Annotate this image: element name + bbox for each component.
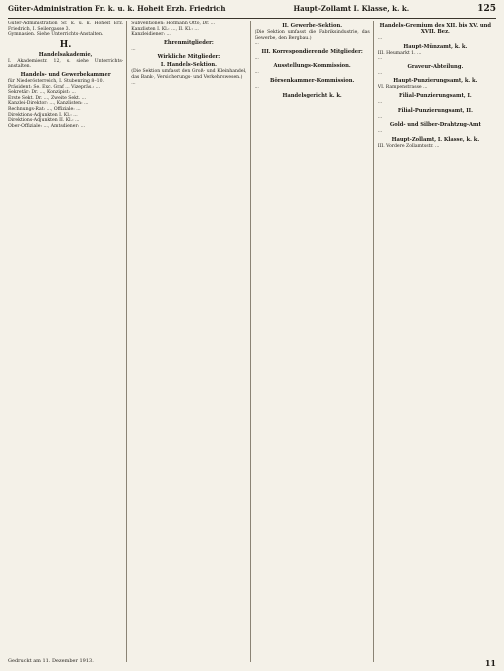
column-4 bbox=[378, 21, 496, 662]
letter-heading: H. bbox=[59, 39, 72, 50]
section-heading: III. Korrespondierende Mitglieder: bbox=[261, 48, 363, 55]
directory-entry: Direktions-Adjunkten II. Kl.: ... bbox=[8, 118, 80, 124]
directory-entry: Gymnasien. Siehe Unterrichts-Anstalten. bbox=[8, 32, 104, 38]
section-heading: Gold- und Silber-Drahtzug-Amt bbox=[389, 122, 481, 129]
directory-entry: Sekretär: Dr. ..., Konzipist: ... bbox=[8, 90, 76, 96]
directory-entry: I. Akademiestr. 12, s. siehe Unterrichts-anstalten. bbox=[8, 58, 124, 70]
column-2 bbox=[131, 21, 250, 662]
directory-entry: ... bbox=[377, 129, 383, 135]
print-note: Gedruckt am 11. Dezember 1913. bbox=[8, 658, 94, 664]
directory-entry: Kanzleidiener: ... bbox=[131, 32, 171, 38]
page-footer bbox=[8, 658, 496, 668]
directory-entry: ... bbox=[377, 36, 383, 41]
directory-entry: Güter-Administration Sr. k. u. k. Hoheit Erz. Friedrich, I. Seilergasse 3. bbox=[8, 21, 124, 32]
section-heading: Filial-Punzierungsamt, I. bbox=[399, 92, 472, 99]
directory-entry: Kanzlisten I. Kl.: ..., II. Kl.: ... bbox=[131, 26, 199, 32]
header-mid: Haupt-Zollamt I. Klasse, k. k. bbox=[293, 4, 410, 13]
section-heading: Haupt-Zollamt, I. Klasse, k. k. bbox=[391, 136, 480, 143]
directory-entry: ... bbox=[254, 84, 259, 90]
directory-entry: III. Vordere Zollamtsstr. ... bbox=[377, 143, 440, 149]
directory-entry: ... bbox=[254, 55, 259, 61]
section-heading: Handelsgericht k. k. bbox=[282, 92, 342, 99]
text-columns bbox=[8, 19, 496, 662]
directory-entry: Kanzlei-Direktor: ..., Kanzlisten: ... bbox=[8, 101, 89, 107]
section-heading: Ehrenmitglieder: bbox=[163, 39, 214, 46]
directory-entry: ... bbox=[254, 70, 259, 76]
directory-entry: ... bbox=[131, 46, 136, 52]
section-heading: Ausstellungs-Kommission. bbox=[273, 63, 351, 70]
column-1 bbox=[8, 21, 127, 662]
section-heading: Graveur-Abteilung. bbox=[407, 63, 464, 70]
directory-entry: Direktions-Adjunkten I. Kl.: ... bbox=[8, 112, 78, 118]
section-heading: Handels-Gremium des XII. bis XV. und XVII. Bez. bbox=[379, 23, 492, 35]
directory-entry: (Die Sektion umfasst den Groß- und Kleinhandel, das Bank-, Versicherungs- und Verkehrswesen.) bbox=[131, 69, 247, 80]
page-number: 125 bbox=[477, 4, 496, 14]
directory-entry: Erste Sekt. Dr. ..., Zweite Sekt. ... bbox=[8, 95, 87, 101]
directory-entry: ... bbox=[131, 80, 136, 86]
section-heading: I. Handels-Sektion. bbox=[160, 62, 217, 69]
sheet-number: 11 bbox=[484, 658, 496, 668]
directory-entry: VI. Rampenstrasse ... bbox=[377, 85, 428, 91]
directory-entry: Ober-Offiziale: ..., Amtsdiener: ... bbox=[8, 123, 86, 129]
directory-entry: (Die Sektion umfasst die Fabriksindustrie, das Gewerbe, den Bergbau.) bbox=[254, 30, 370, 41]
section-heading: Handels- und Gewerbekammer bbox=[20, 71, 111, 78]
directory-entry: Subventionen: Hofmann Otto, Dr. ... bbox=[131, 21, 216, 26]
header-left: Güter-Administration Fr. k. u. k. Hoheit Erzh. Friedrich bbox=[8, 4, 226, 13]
running-header bbox=[8, 4, 496, 19]
column-3 bbox=[255, 21, 374, 662]
section-heading: Handelsakademie, bbox=[38, 51, 93, 58]
section-heading: II. Gewerbe-Sektion. bbox=[282, 23, 343, 29]
directory-entry: ... bbox=[377, 70, 383, 76]
directory-entry: für Niederösterreich, I. Stubenring 8–10. bbox=[8, 78, 104, 84]
directory-entry: III. Heumarkt 1. ... bbox=[377, 50, 422, 56]
directory-entry: ... bbox=[377, 114, 383, 120]
directory-entry: ... bbox=[377, 99, 383, 105]
directory-entry: ... bbox=[377, 56, 383, 62]
section-heading: Filial-Punzierungsamt, II. bbox=[397, 107, 473, 114]
section-heading: Wirkliche Mitglieder: bbox=[157, 54, 221, 61]
directory-entry: Rechnungs-Rat: ..., Offiziale: ... bbox=[8, 106, 81, 112]
section-heading: Haupt-Münzamt, k. k. bbox=[403, 43, 468, 50]
section-heading: Haupt-Punzierungsamt, k. k. bbox=[393, 78, 478, 85]
directory-entry: ... bbox=[254, 41, 259, 47]
section-heading: Börsenkammer-Kommission. bbox=[269, 77, 355, 84]
directory-entry: Präsident: Se. Exc. Graf ... Vizepräs.: ... bbox=[8, 84, 101, 90]
